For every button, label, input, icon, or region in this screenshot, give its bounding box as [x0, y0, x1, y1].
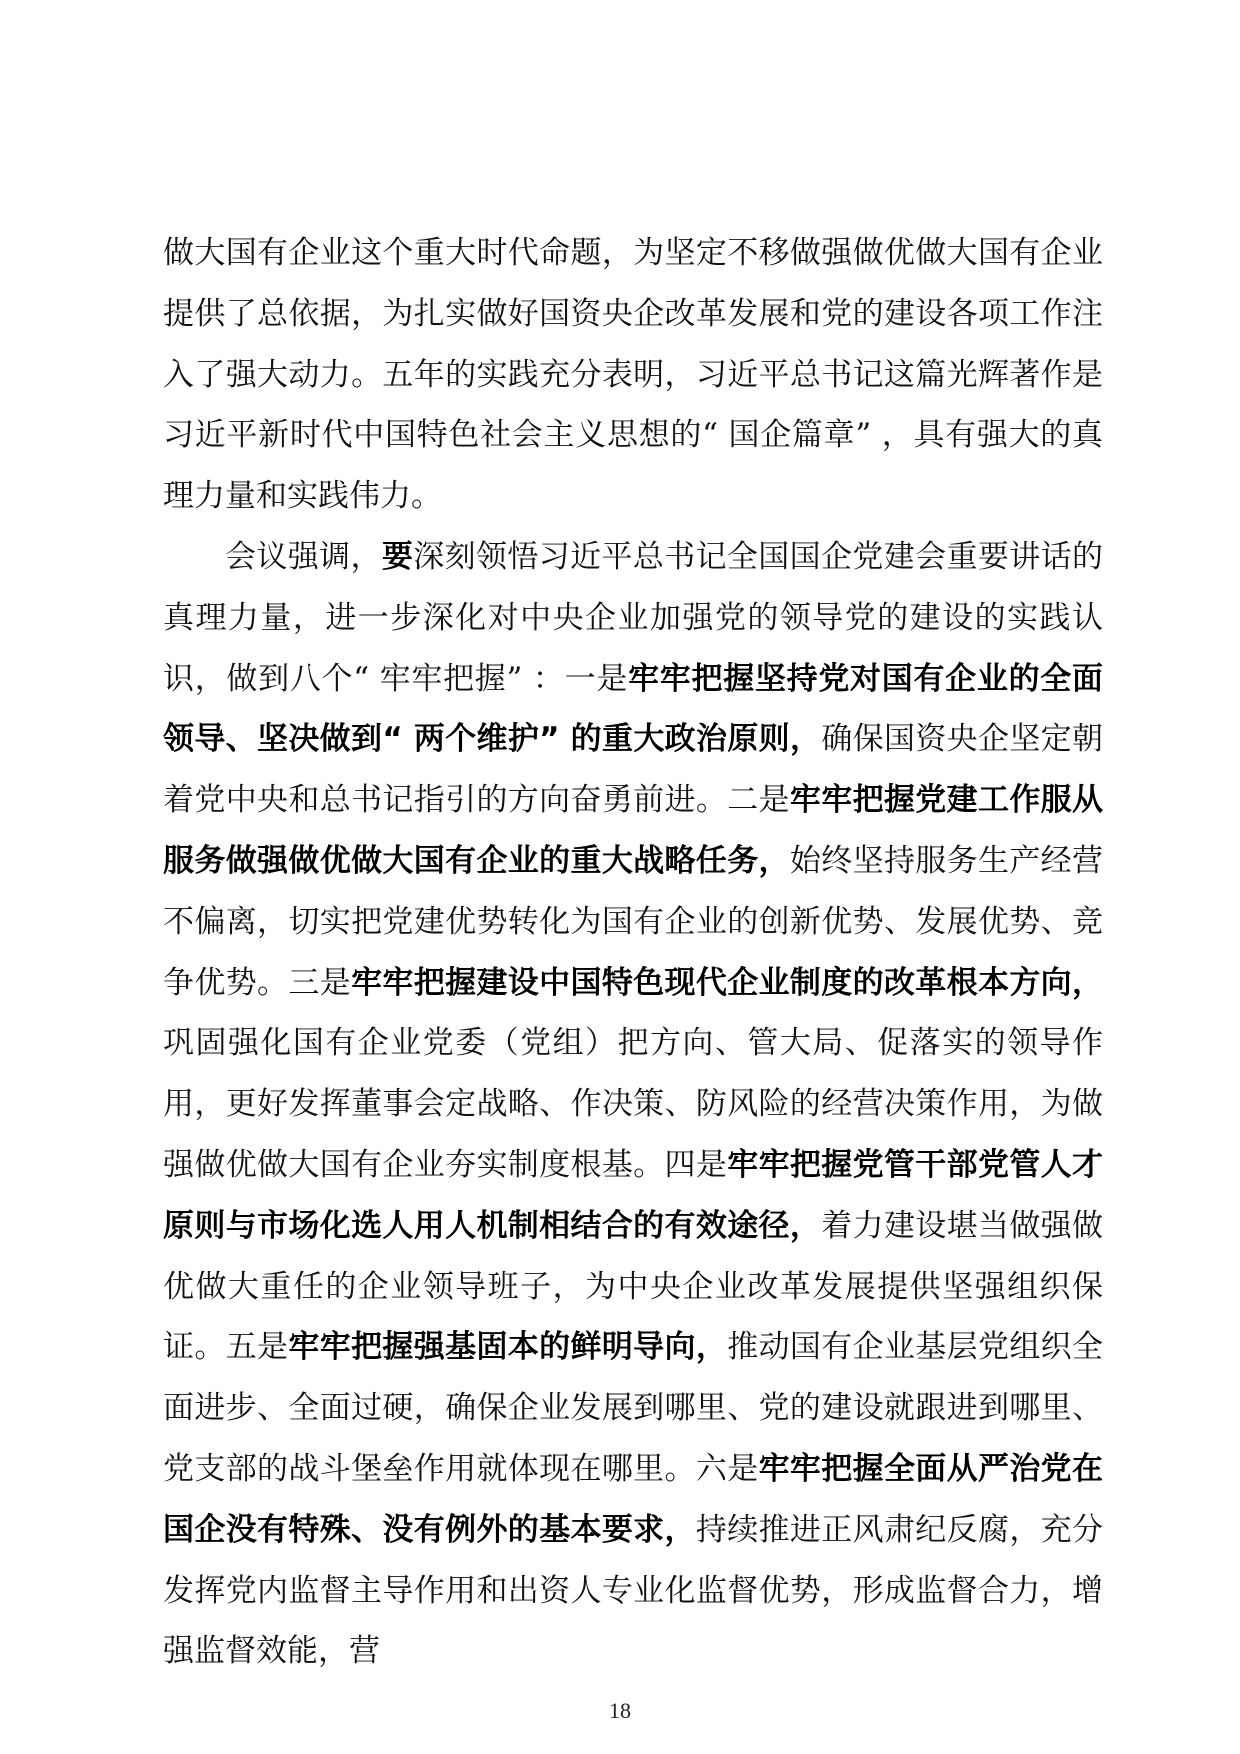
text-segment: 推动国有企业基层党组织全面进步、全面过硬，确保企业发展到哪里、党的建设就跟进到哪里、党支部的战斗堡垒作用就体现在哪里。六是 [163, 1329, 1104, 1487]
paragraph-continuation: 做大国有企业这个重大时代命题，为坚定不移做强做优做大国有企业提供了总依据，为扎实做好国资央企改革发展和党的建设各项工作注入了强大动力。五年的实践充分表明，习近平总书记这篇光辉著作是习近平新时代中国特色社会主义思想的“ 国企篇章” ，具有强大的真理力量和实践伟力。 [163, 235, 1103, 515]
text-segment: 始终坚持服务生产经营不偏离，切实把党建优势转化为国有企业的创新优势、发展优势、竞争优势。三是 [163, 842, 1104, 1001]
text-segment: 巩固强化国有企业党委（党组）把方向、管大局、促落实的领导作用，更好发挥董事会定战略、作决策、防风险的经营决策作用，为做强做优做大国有企业夯实制度根基。四是 [163, 1025, 1103, 1183]
text-segment: 确保国资央企坚定朝着党中央和总书记指引的方向奋勇前进。二是 [163, 721, 1103, 819]
bold-segment: 牢牢把握全面从严治党在国企没有特殊、没有例外的基本要求， [163, 1450, 1104, 1548]
bold-segment: 要 [381, 538, 414, 575]
bold-segment: 牢牢把握坚持党对国有企业的全面领导、坚决做到“ 两个维护” 的重大政治原则， [163, 660, 1104, 758]
bold-segment: 牢牢把握党管干部党管人才原则与市场化选人用人机制相结合的有效途径， [163, 1146, 1104, 1244]
text-segment: 着力建设堪当做强做优做大重任的企业领导班子，为中央企业改革发展提供坚强组织保证。五是 [163, 1207, 1104, 1366]
paragraph-meeting-emphasis [163, 527, 1103, 1682]
text-segment: 深刻领悟习近平总书记全国国企党建会重要讲话的真理力量，进一步深化对中央企业加强党的领导党的建设的实践认识，做到八个“ 牢牢把握” ：一是 [163, 538, 1104, 697]
bold-segment: 牢牢把握建设中国特色现代企业制度的改革根本方向， [351, 964, 1104, 1001]
bold-segment: 牢牢把握强基固本的鲜明导向， [288, 1329, 728, 1366]
text-segment: 持续推进正风肃纪反腐，充分发挥党内监督主导作用和出资人专业化监督优势，形成监督合力，增强监督效能，营 [163, 1511, 1104, 1670]
body-text [163, 223, 1103, 1682]
page-number: 18 [609, 1698, 631, 1723]
bold-segment: 牢牢把握党建工作服从服务做强做优做大国有企业的重大战略任务， [163, 782, 1104, 879]
text-segment: 会议强调， [225, 538, 382, 575]
